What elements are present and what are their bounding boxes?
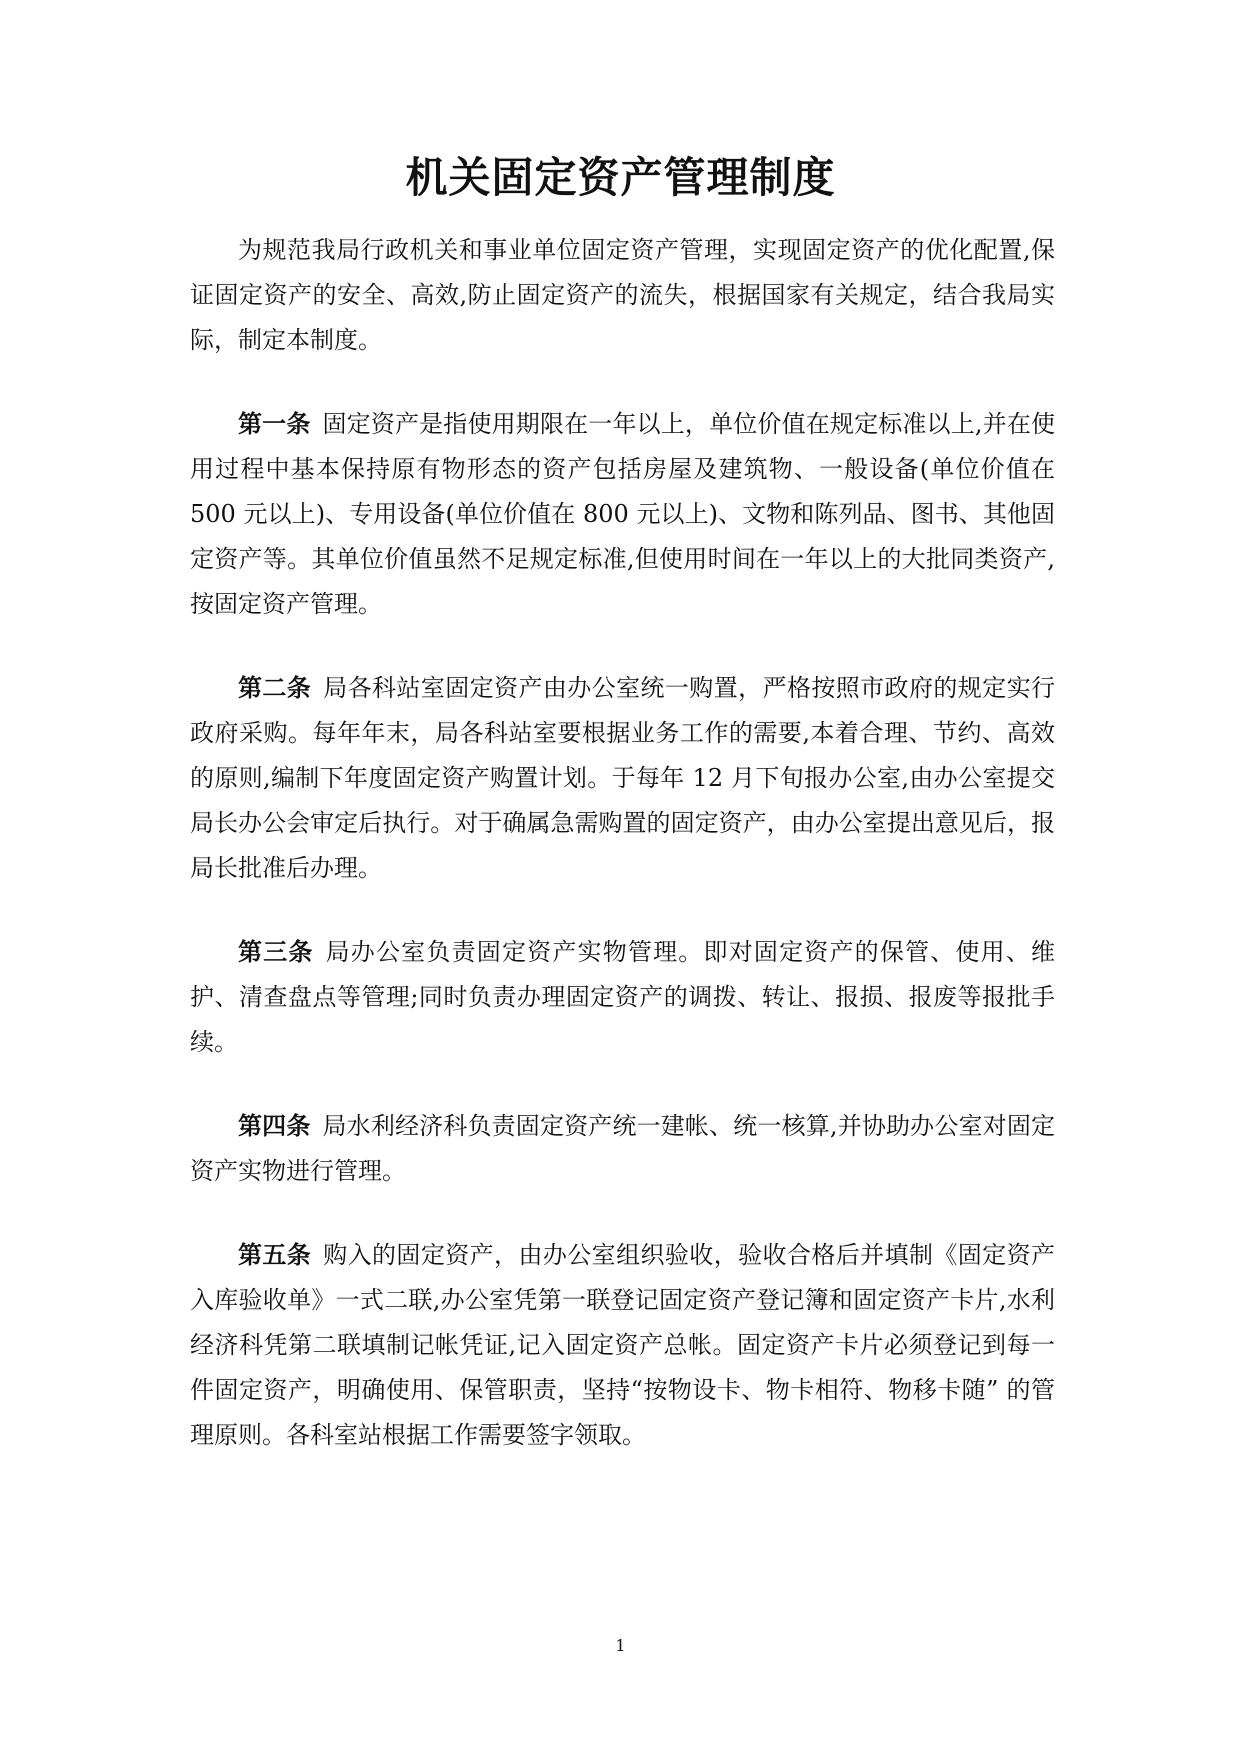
article-4-text: 局水利经济科负责固定资产统一建帐、统一核算,并协助办公室对固定资产实物进行管理。 [190, 1112, 1055, 1185]
document-body [190, 228, 1055, 1496]
article-4 [190, 1103, 1055, 1194]
article-1-text: 固定资产是指使用期限在一年以上，单位价值在规定标准以上,并在使用过程中基本保持原有物形态的资产包括房屋及建筑物、一般设备(单位价值在 500 元以上)、专用设备(单位价值在 800 元以上)、文物和陈列品、图书、其他固定资产等。其单位价值虽然不足规定标准,但使用时间在一年以上的大批同类资产,按固定资产管理。 [190, 410, 1055, 618]
article-1 [190, 401, 1055, 627]
article-5-label: 第五条 [238, 1240, 312, 1269]
article-3-text: 局办公室负责固定资产实物管理。即对固定资产的保管、使用、维护、清查盘点等管理;同时负责办理固定资产的调拨、转让、报损、报废等报批手续。 [190, 938, 1056, 1056]
page-number: 1 [615, 1636, 626, 1655]
article-4-label: 第四条 [238, 1111, 311, 1140]
article-2 [190, 665, 1055, 891]
article-3 [190, 929, 1055, 1065]
article-2-label: 第二条 [238, 673, 312, 702]
intro-paragraph: 为规范我局行政机关和事业单位固定资产管理，实现固定资产的优化配置,保证固定资产的安全、高效,防止固定资产的流失，根据国家有关规定，结合我局实际，制定本制度。 [190, 236, 1055, 354]
document-title: 机关固定资产管理制度 [405, 153, 836, 202]
article-5 [190, 1232, 1055, 1458]
article-5-text: 购入的固定资产，由办公室组织验收，验收合格后并填制《固定资产入库验收单》一式二联,办公室凭第一联登记固定资产登记簿和固定资产卡片,水利经济科凭第二联填制记帐凭证,记入固定资产总帐。固定资产卡片必须登记到每一件固定资产，明确使用、保管职责，坚持“按物设卡、物卡相符、物移卡随” 的管理原则。各科室站根据工作需要签字领取。 [190, 1241, 1055, 1449]
article-2-text: 局各科站室固定资产由办公室统一购置，严格按照市政府的规定实行政府采购。每年年末，局各科站室要根据业务工作的需要,本着合理、节约、高效的原则,编制下年度固定资产购置计划。于每年 12 月下旬报办公室,由办公室提交局长办公会审定后执行。对于确属急需购置的固定资产，由办公室提出意见后，报局长批准后办理。 [190, 674, 1055, 882]
article-1-label: 第一条 [238, 409, 311, 438]
article-3-label: 第三条 [238, 937, 314, 966]
